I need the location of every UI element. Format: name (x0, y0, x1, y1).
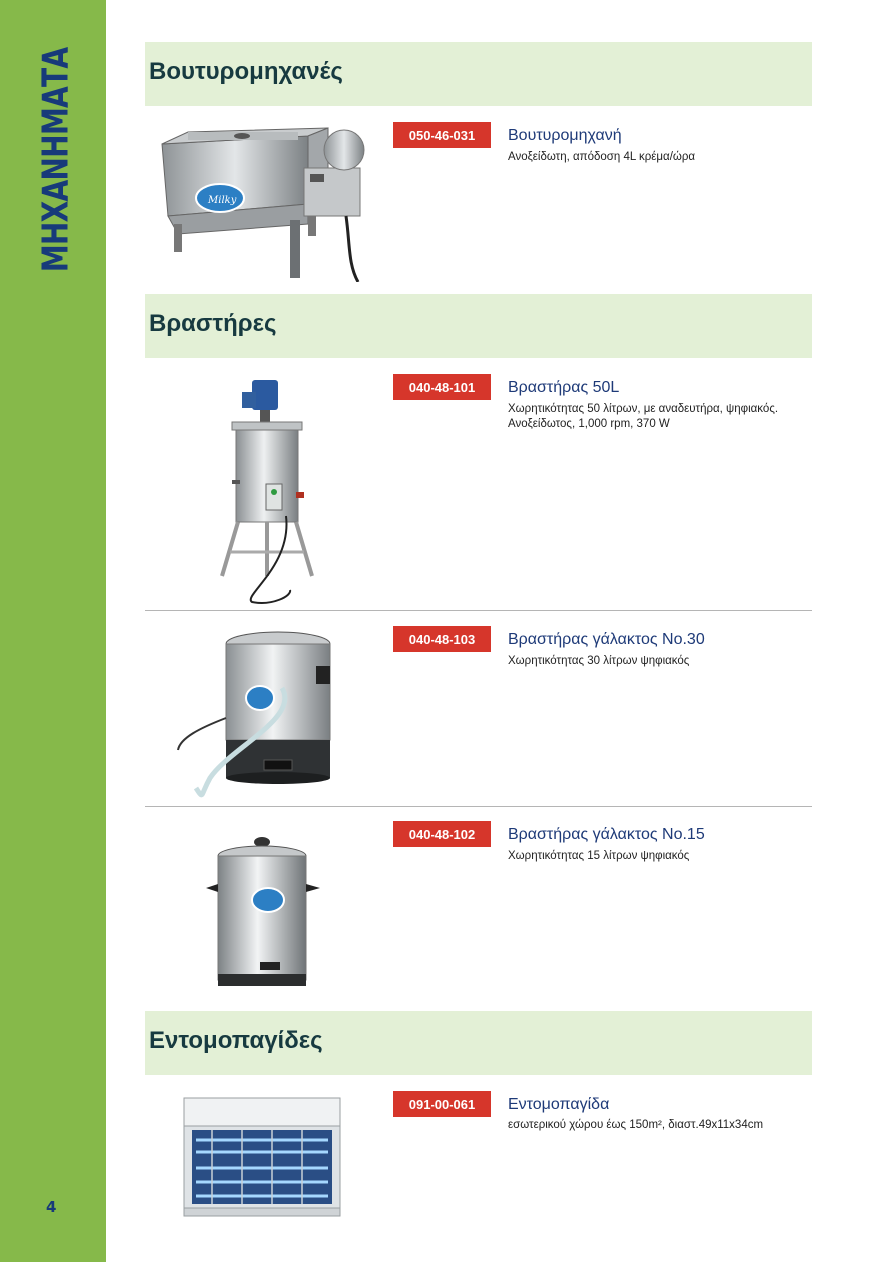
product-name: Βραστήρας γάλακτος No.15 (508, 826, 705, 843)
section-header-insect-traps (145, 1011, 812, 1075)
product-code: 091-00-061 (393, 1091, 491, 1117)
section-title: Βραστήρες (149, 310, 277, 337)
product-name: Βραστήρας 50L (508, 379, 620, 396)
product-description: εσωτερικού χώρου έως 150m², διαστ.49x11x34cm (508, 1119, 764, 1131)
sidebar (0, 0, 106, 1262)
insect-trap-image (182, 1096, 342, 1218)
product-name: Εντομοπαγίδα (508, 1096, 610, 1113)
product-code: 050-46-031 (393, 122, 491, 148)
product-name: Βραστήρας γάλακτος No.30 (508, 631, 705, 648)
divider (145, 610, 812, 611)
sidebar-title: ΜΗΧΑΝΗΜΑΤΑ (35, 47, 77, 273)
product-description: Χωρητικότητας 15 λίτρων ψηφιακός (508, 850, 690, 862)
boiler-50l-image (212, 376, 322, 608)
milk-boiler-30-image (170, 628, 332, 800)
product-description: Χωρητικότητας 30 λίτρων ψηφιακός (508, 655, 690, 667)
page-number: 4 (46, 1198, 57, 1216)
product-code: 040-48-101 (393, 374, 491, 400)
product-description: Ανοξείδωτη, απόδοση 4L κρέμα/ώρα (508, 151, 696, 163)
section-header-boilers (145, 294, 812, 358)
section-header-butter-churns (145, 42, 812, 106)
brand-logo-text: Milky (208, 195, 237, 206)
divider (145, 806, 812, 807)
product-name: Βουτυρομηχανή (508, 127, 622, 144)
product-code: 040-48-103 (393, 626, 491, 652)
butter-churn-image (158, 124, 370, 282)
section-title: Βουτυρομηχανές (149, 58, 343, 85)
product-code: 040-48-102 (393, 821, 491, 847)
milk-boiler-15-image (204, 834, 324, 992)
section-title: Εντομοπαγίδες (149, 1027, 323, 1054)
product-description-line2: Ανοξείδωτος, 1,000 rpm, 370 W (508, 418, 670, 430)
product-description: Χωρητικότητας 50 λίτρων, με αναδευτήρα, ψηφιακός. (508, 403, 779, 415)
